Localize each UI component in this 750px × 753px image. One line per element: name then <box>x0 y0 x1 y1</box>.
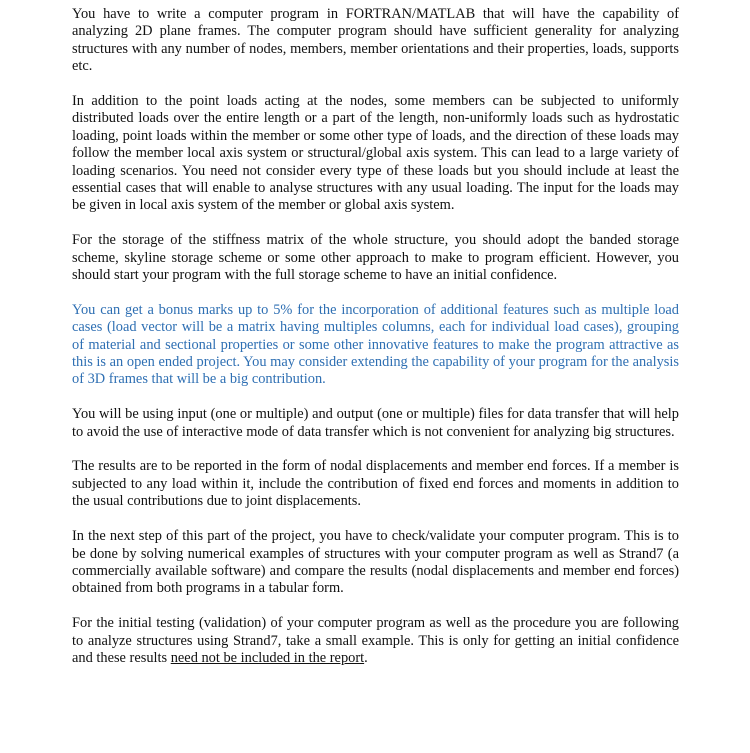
paragraph-stiffness-storage: For the storage of the stiffness matrix of the whole structure, you should adopt the banded storage scheme, skyline storage scheme or some other approach to make to program efficient. However, you should start your program with the full storage scheme to have an initial confidence. <box>72 232 679 284</box>
paragraph-program-requirements: You have to write a computer program in FORTRAN/MATLAB that will have the capability of analyzing 2D plane frames. The computer program should have sufficient generality for analyzing structures with any number of nodes, members, member orientations and their properties, loads, supports etc. <box>72 6 679 75</box>
paragraph-bonus-marks: You can get a bonus marks up to 5% for the incorporation of additional features such as multiple load cases (load vector will be a matrix having multiples columns, each for individual load cases), grouping of material and sectional properties or some other innovative features to make the program attractive as this is an open ended project. You may consider extending the capability of your program for the analysis of 3D frames that will be a big contribution. <box>72 301 679 388</box>
initial-testing-end: . <box>364 649 368 666</box>
document-page <box>72 6 679 685</box>
paragraph-validation: In the next step of this part of the project, you have to check/validate your computer program. This is to be done by solving numerical examples of structures with your computer program as well as Strand7 (a commercially available software) and compare the results (nodal displacements and member end forces) obtained from both programs in a tabular form. <box>72 528 679 597</box>
paragraph-member-loads: In addition to the point loads acting at the nodes, some members can be subjected to uniformly distributed loads over the entire length or a part of the length, non-uniformly loads such as hydrostatic loading, point loads within the member or some other type of loads, and the direction of these loads may follow the member local axis system or structural/global axis system. This can lead to a large variety of loading scenarios. You need not consider every type of these loads but you should include at least the essential cases that will enable to analyse structures with any usual loading. The input for the loads may be given in local axis system of the member or global axis system. <box>72 93 679 214</box>
paragraph-results-reporting: The results are to be reported in the form of nodal displacements and member end forces. If a member is subjected to any load within it, include the contribution of fixed end forces and moments in addition to the usual contributions due to joint displacements. <box>72 458 679 510</box>
paragraph-initial-testing <box>72 615 679 667</box>
paragraph-input-output-files: You will be using input (one or multiple) and output (one or multiple) files for data transfer that will help to avoid the use of interactive mode of data transfer which is not convenient for analyzing big structures. <box>72 406 679 440</box>
underlined-phrase: need not be included in the report <box>170 649 365 666</box>
initial-testing-text: For the initial testing (validation) of your computer program as well as the procedure you are following to analyze structures using Strand7, take a small example. This is only for getting an initial confidence and these results <box>72 615 679 666</box>
